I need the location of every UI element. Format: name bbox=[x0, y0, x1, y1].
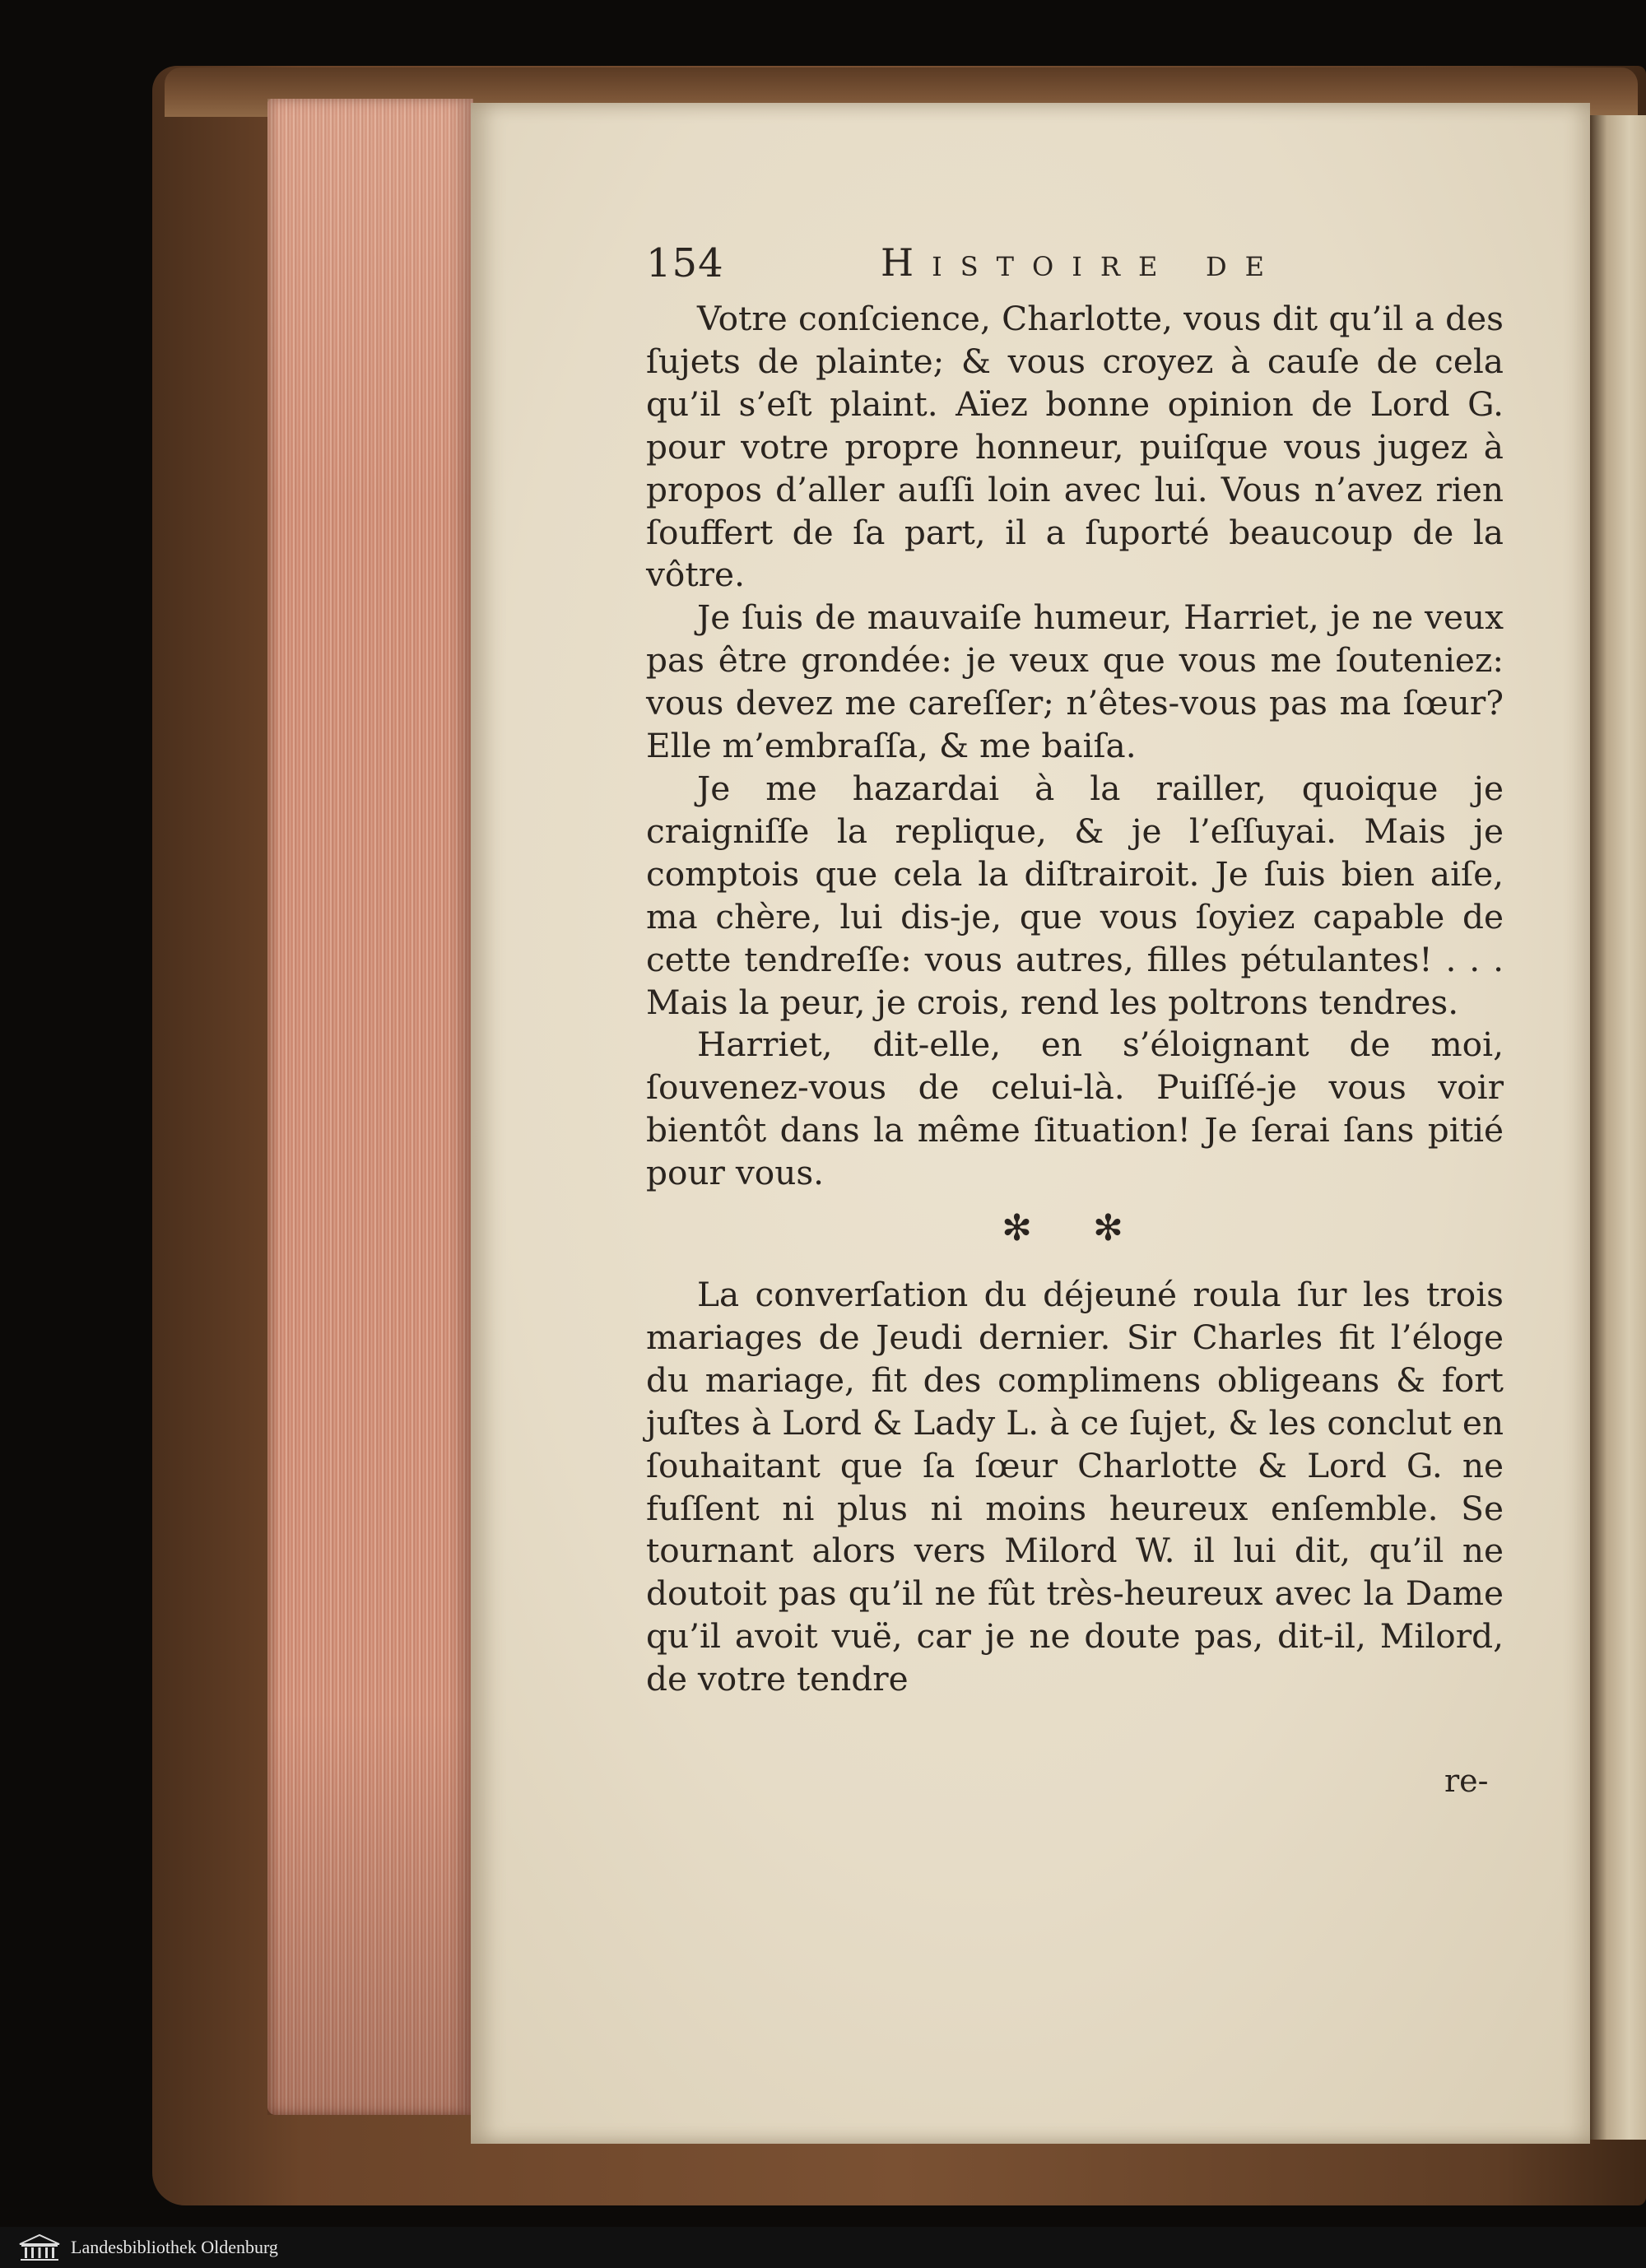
facing-page-edge bbox=[1590, 115, 1646, 2140]
library-building-icon bbox=[18, 2233, 61, 2262]
page-header bbox=[646, 240, 1518, 290]
footer-bar bbox=[0, 2227, 1646, 2268]
page-block-edges bbox=[267, 99, 473, 2115]
library-name: Landesbibliothek Oldenburg bbox=[71, 2237, 278, 2257]
paragraph: Harriet, dit-elle, en s’éloignant de moi, ſouvenez-vous de celui-là. Puiſſé-je vous voir bientôt dans la même ſituation! Je ſerai ſans pitié pour vous. bbox=[646, 1025, 1504, 1193]
page-body bbox=[646, 298, 1504, 1701]
page-number: 154 bbox=[646, 240, 724, 286]
section-separator: ✻ ✻ bbox=[1002, 1207, 1148, 1250]
paragraph: Je ſuis de mauvaiſe humeur, Harriet, je ne veux pas être grondée: je veux que vous me ſouteniez: vous devez me careſſer; n’êtes-vous pas ma ſœur? Elle m’embraſſa, & me baiſa. bbox=[646, 597, 1504, 766]
paragraph: La converſation du déjeuné roula ſur les trois mariages de Jeudi dernier. Sir Charles fit l’éloge du mariage, fit des complimens obligeans & fort juſtes à Lord & Lady L. à ce ſujet, & les conclut en ſouhaitant que ſa ſœur Charlotte & Lord G. ne fuſſent ni plus ni moins heureux enſemble. Se tournant alors vers Milord W. il lui dit, qu’il ne doutoit pas qu’il ne fût très-heureux avec la Dame qu’il avoit vuë, car je ne doute pas, dit-il, Milord, de votre tendre bbox=[646, 1275, 1504, 1699]
paragraph: Je me hazardai à la railler, quoique je craigniſſe la replique, & je l’eſſuyai. Mais je comptois que cela la diſtrairoit. Je ſuis bien aiſe, ma chère, lui dis-je, que vous ſoyiez capable de cette tendreſſe: vous autres, filles pétulantes! . . . Mais la peur, je crois, rend les poltrons tendres. bbox=[646, 768, 1504, 1022]
running-head: Histoire de bbox=[881, 240, 1282, 285]
paragraph: Votre conſcience, Charlotte, vous dit qu’il a des ſujets de plainte; & vous croyez à cauſe de cela qu’il s’eſt plaint. Aïez bonne opinion de Lord G. pour votre propre honneur, puiſque vous jugez à propos d’aller auſſi loin avec lui. Vous n’avez rien ſouffert de ſa part, il a ſuporté beaucoup de la vôtre. bbox=[646, 299, 1504, 595]
catchword: re- bbox=[1444, 1763, 1489, 1799]
